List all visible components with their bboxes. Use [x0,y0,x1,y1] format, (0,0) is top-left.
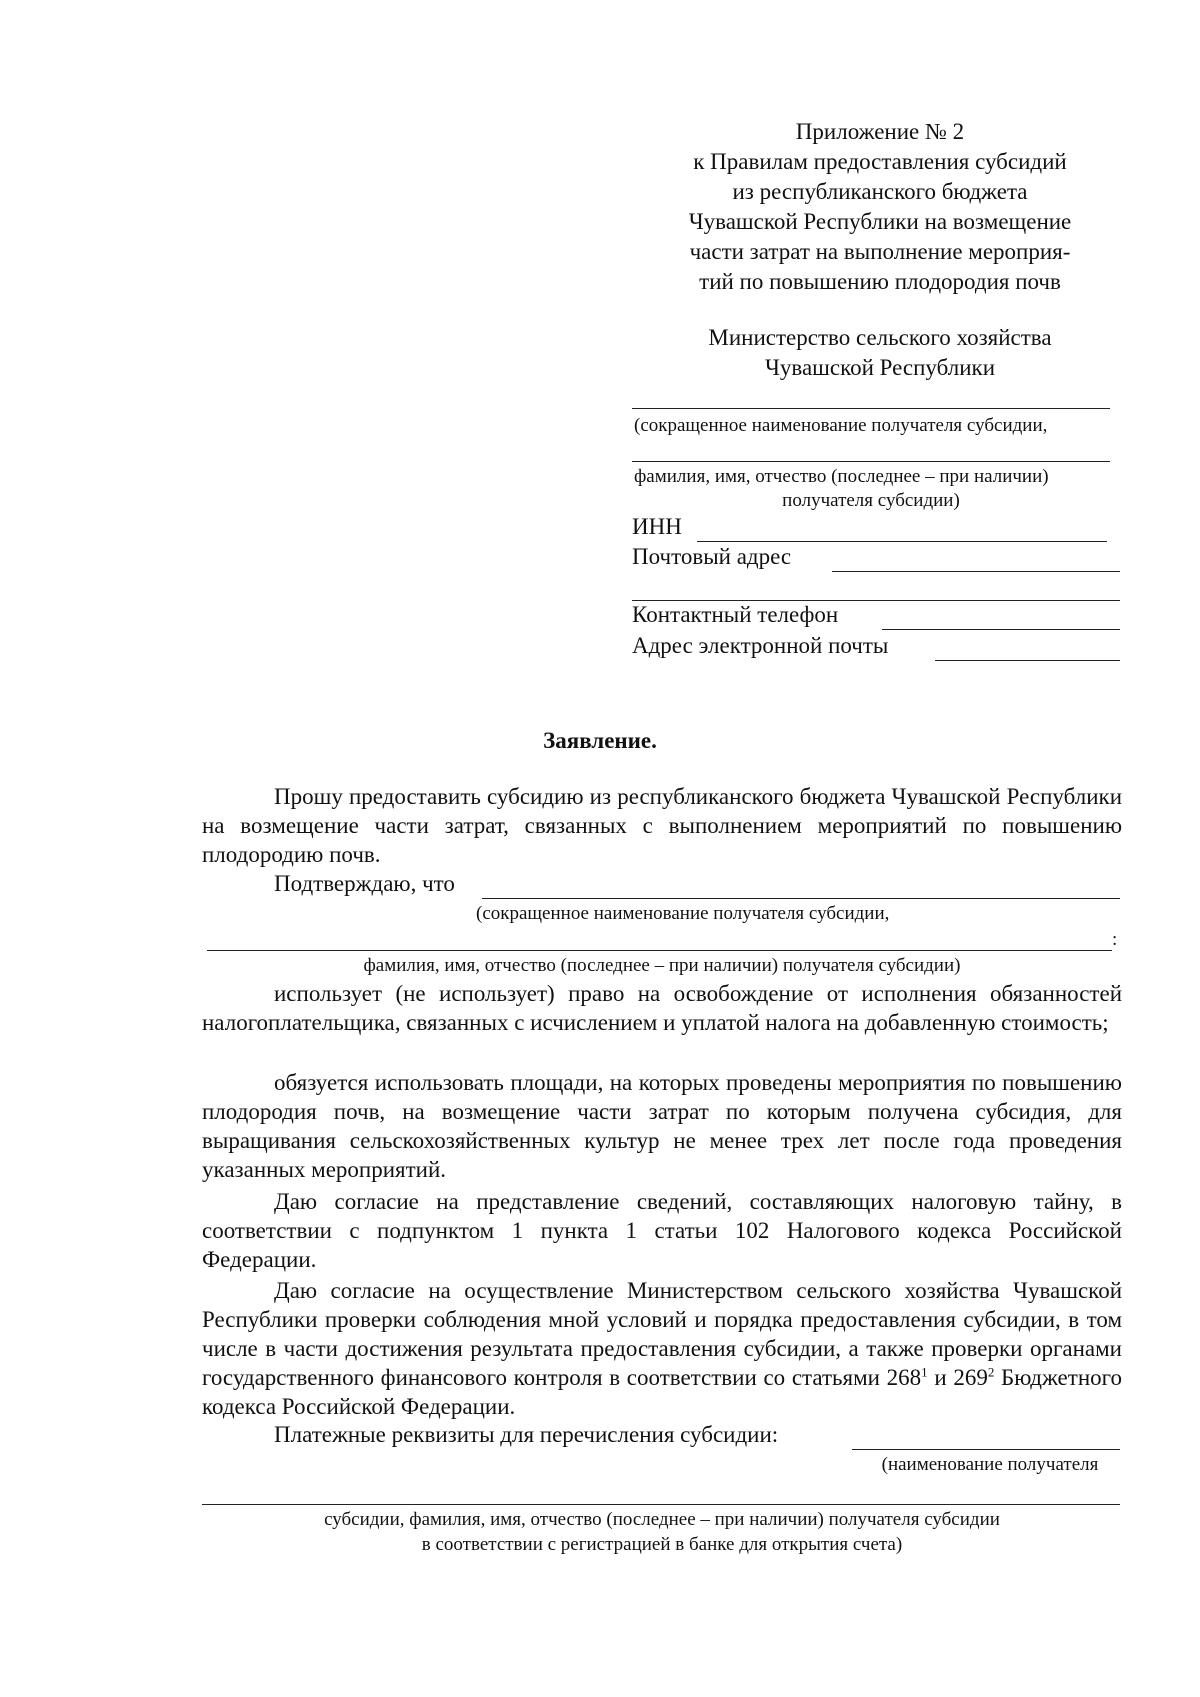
payment-field-line[interactable] [852,1449,1120,1450]
confirm-field-line[interactable] [482,898,1120,899]
inn-field-line[interactable] [697,541,1107,542]
footnote-sup-2: 2 [987,1364,995,1380]
inspection-text-3: Бюджетного кодекса Российской Федерации. [202,1365,1122,1419]
payment-label: Платежные реквизиты для перечисления субсидии: [274,1422,779,1447]
addressee-ministry [660,323,1100,383]
confirm-colon: : [1112,929,1118,950]
inn-label: ИНН [632,514,682,539]
inspection-text-2: и 269 [927,1365,988,1390]
inspection-consent-paragraph [202,1276,1122,1421]
recipient-fio-line[interactable] [632,461,1110,462]
appendix-line: Чувашской Республики на возмещение [688,209,1072,234]
payment-field-line-2[interactable] [202,1504,1120,1505]
ministry-line: Чувашской Республики [764,355,996,380]
email-label: Адрес электронной почты [632,633,889,658]
ministry-line: Министерство сельского хозяйства [708,325,1052,350]
postal-address-field-line-2[interactable] [632,600,1120,601]
appendix-line: тий по повышению плодородия почв [699,269,1061,294]
payment-hint-2: субсидии, фамилия, имя, отчество (последнее – при наличии) получателя субсидии [324,1509,1000,1530]
confirm-hint-1: (сокращенное наименование получателя субсидии, [476,903,890,924]
vat-paragraph: использует (не использует) право на освобождение от исполнения обязанностей налогоплательщика, связанных с исчислением и уплатой налога на добавленную стоимость; [202,981,1122,1035]
appendix-line: к Правилам предоставления субсидий [693,149,1067,174]
phone-field-line[interactable] [882,629,1120,630]
email-field-line[interactable] [935,660,1120,661]
postal-address-field-line[interactable] [832,571,1120,572]
confirm-hint-2: фамилия, имя, отчество (последнее – при наличии) получателя субсидии) [363,955,961,976]
confirm-label: Подтверждаю, что [274,871,455,896]
footnote-sup-1: 1 [921,1364,928,1380]
recipient-hint-3: получателя субсидии) [782,490,960,511]
document-title: Заявление. [543,728,657,753]
appendix-line: из республиканского бюджета [732,179,1028,204]
obligation-paragraph: обязуется использовать площади, на которых проведены мероприятия по повышению плодородия почв, на возмещение части затрат по которым получена субсидия, для выращивания сельскохозяйственных культур не менее трех лет после года проведения указанных мероприятий. [202,1070,1122,1182]
tax-consent-paragraph: Даю согласие на представление сведений, составляющих налоговую тайну, в соответствии с подпунктом 1 пункта 1 статьи 102 Налогового кодекса Российской Федерации. [202,1189,1122,1272]
recipient-hint-1: (сокращенное наименование получателя субсидии, [634,415,1048,436]
phone-label: Контактный телефон [632,602,839,627]
payment-hint-1: (наименование получателя [881,1454,1099,1475]
request-paragraph: Прошу предоставить субсидию из республиканского бюджета Чувашской Республики на возмещение части затрат, связанных с выполнением мероприятий по повышению плодородию почв. [202,784,1122,867]
inspection-text-1: Даю согласие на осуществление Министерством сельского хозяйства Чувашской Республики проверки соблюдения мной условий и порядка предоставления субсидии, в том числе в части достижения результата предоставления субсидии, а также проверки органами государственного финансового контроля в соответствии со статьями 268 [202,1278,1122,1390]
appendix-line: Приложение № 2 [795,119,965,144]
confirm-field-line-2[interactable] [207,950,1112,951]
recipient-name-line[interactable] [632,408,1110,409]
payment-hint-3: в соответствии с регистрацией в банке для открытия счета) [421,1534,903,1555]
appendix-header [660,117,1100,297]
postal-address-label: Почтовый адрес [632,544,792,569]
recipient-hint-2: фамилия, имя, отчество (последнее – при наличии) [634,466,1049,487]
appendix-line: части затрат на выполнение мероприя- [689,239,1071,264]
